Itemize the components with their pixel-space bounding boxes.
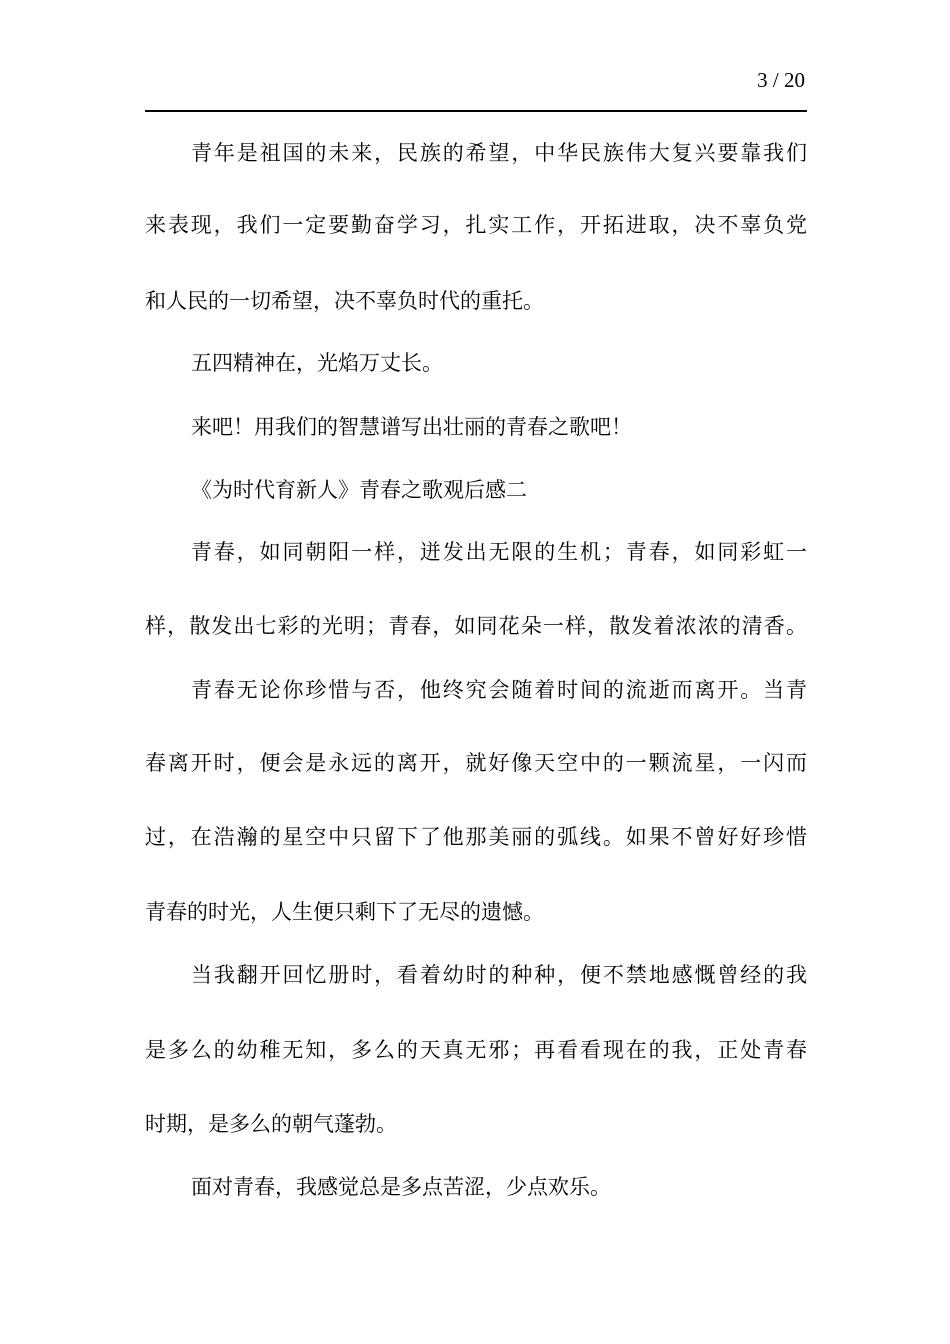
text-line: 来吧！用我们的智慧谱写出壮丽的青春之歌吧！ bbox=[191, 415, 632, 439]
text-line: 和人民的一切希望，决不辜负时代的重托。 bbox=[145, 289, 544, 313]
text-line: 五四精神在，光焰万丈长。 bbox=[191, 351, 443, 375]
text-line: 样，散发出七彩的光明；青春，如同花朵一样，散发着浓浓的清香。 bbox=[145, 614, 807, 638]
text-line: 青春的时光，人生便只剩下了无尽的遗憾。 bbox=[145, 900, 544, 924]
text-line: 青春，如同朝阳一样，迸发出无限的生机；青春，如同彩虹一 bbox=[191, 540, 807, 564]
text-line: 春离开时，便会是永远的离开，就好像天空中的一颗流星，一闪而 bbox=[145, 751, 807, 775]
text-line: 青春无论你珍惜与否，他终究会随着时间的流逝而离开。当青 bbox=[191, 678, 807, 702]
text-line: 时期，是多么的朝气蓬勃。 bbox=[145, 1112, 397, 1136]
page-number: 3 / 20 bbox=[757, 68, 805, 92]
header-divider bbox=[145, 110, 807, 112]
text-line: 青年是祖国的未来，民族的希望，中华民族伟大复兴要靠我们 bbox=[191, 141, 807, 165]
text-line: 来表现，我们一定要勤奋学习，扎实工作，开拓进取，决不辜负党 bbox=[145, 213, 807, 237]
text-line: 是多么的幼稚无知，多么的天真无邪；再看看现在的我，正处青春 bbox=[145, 1038, 807, 1062]
text-line: 当我翻开回忆册时，看着幼时的种种，便不禁地感慨曾经的我 bbox=[191, 963, 807, 987]
text-line: 面对青春，我感觉总是多点苦涩，少点欢乐。 bbox=[191, 1175, 611, 1199]
text-line: 过，在浩瀚的星空中只留下了他那美丽的弧线。如果不曾好好珍惜 bbox=[145, 825, 807, 849]
section-title: 《为时代育新人》青春之歌观后感二 bbox=[191, 478, 527, 502]
